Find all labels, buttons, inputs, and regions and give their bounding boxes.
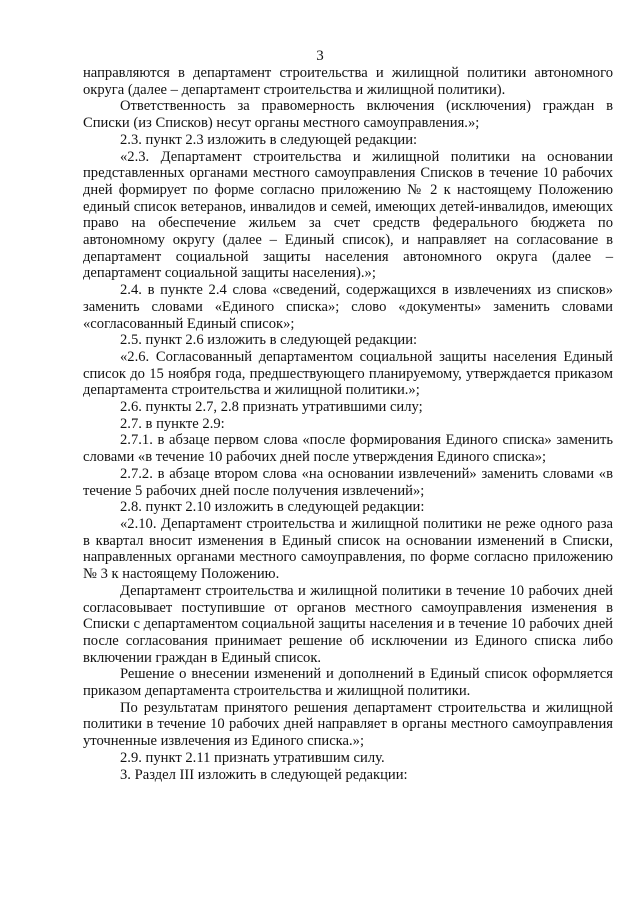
paragraph-2-10-text: «2.10. Департамент строительства и жилищной политики не реже одного раза в квартал вносит изменения в Единый список на основании изменений в Списки, направленных органами местного самоуправления, по форме согласно приложению № 3 к настоящему Положению.	[83, 515, 613, 583]
paragraph-2-7-1: 2.7.1. в абзаце первом слова «после формирования Единого списка» заменить словами «в течение 10 рабочих дней после утверждения Единого списка»;	[83, 432, 613, 466]
paragraph-2-5-heading: 2.5. пункт 2.6 изложить в следующей редакции:	[120, 332, 418, 349]
page-number: 3	[316, 48, 324, 64]
document-body	[83, 65, 613, 783]
paragraph-2-9: 2.9. пункт 2.11 признать утратившим силу.	[120, 749, 385, 766]
paragraph-2-4: 2.4. в пункте 2.4 слова «сведений, содержащихся в извлечениях из списков» заменить словами «Единого списка»; слово «документы» заменить словами «согласованный Единый список»;	[83, 282, 613, 332]
paragraph-2-10-results: По результатам принятого решения департамент строительства и жилищной политики в течение 10 рабочих дней направляет в органы местного самоуправления уточненные извлечения из Единого списка.»;	[83, 699, 613, 750]
paragraph-2-7-2: 2.7.2. в абзаце втором слова «на основании извлечений» заменить словами «в течение 5 рабочих дней после получения извлечений»;	[83, 465, 613, 499]
paragraph-2-3-text: «2.3. Департамент строительства и жилищной политики на основании представленных органами местного самоуправления Списков в течение 10 рабочих дней формирует по форме согласно приложению № 2 к настоящему Положению единый список ветеранов, инвалидов и семей, имеющих детей-инвалидов, имеющих право на обеспечение жильем за счет средств федерального бюджета по автономному округу (далее – Единый список), и направляет на согласование в департамент социальной защиты населения автономного округа (далее – департамент социальной защиты населения).»;	[83, 148, 613, 282]
paragraph-2-10-approval: Департамент строительства и жилищной политики в течение 10 рабочих дней согласовывает поступившие от органов местного самоуправления изменения в Списки с департаментом социальной защиты населения и в течение 10 рабочих дней после согласования принимает решение об исключении из Единого списка либо включении граждан в Единый список.	[83, 582, 613, 666]
paragraph-responsibility: Ответственность за правомерность включения (исключения) граждан в Списки (из Списков) несут органы местного самоуправления.»;	[83, 98, 613, 132]
paragraph-continuation: направляются в департамент строительства и жилищной политики автономного округа (далее – департамент строительства и жилищной политики).	[83, 65, 613, 98]
paragraph-section-3-heading: 3. Раздел III изложить в следующей редакции:	[120, 766, 408, 783]
paragraph-2-3-heading: 2.3. пункт 2.3 изложить в следующей редакции:	[120, 131, 418, 148]
paragraph-2-6: 2.6. пункты 2.7, 2.8 признать утратившими силу;	[120, 399, 423, 416]
paragraph-2-6-text: «2.6. Согласованный департаментом социальной защиты населения Единый список до 15 ноября года, предшествующего планируемому, утверждается приказом департамента строительства и жилищной политики.»;	[83, 348, 613, 399]
paragraph-2-8-heading: 2.8. пункт 2.10 изложить в следующей редакции:	[120, 499, 425, 516]
paragraph-2-10-decision: Решение о внесении изменений и дополнений в Единый список оформляется приказом департамента строительства и жилищной политики.	[83, 666, 613, 700]
paragraph-2-7: 2.7. в пункте 2.9:	[120, 415, 225, 432]
